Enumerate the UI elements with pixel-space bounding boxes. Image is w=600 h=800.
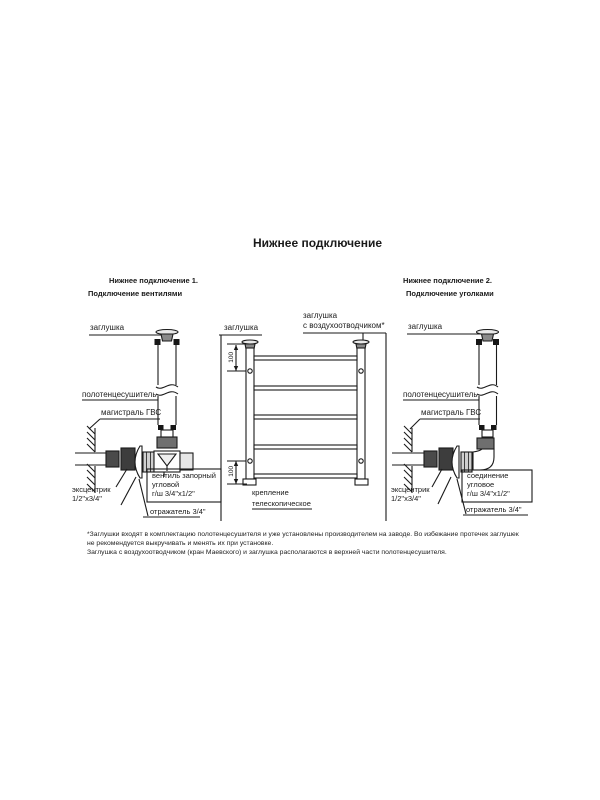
left-heading-2: Подключение вентилями	[88, 289, 183, 298]
footnote-line-2: не рекомендуется выкручивать и менять их при установке.	[87, 540, 274, 547]
right-reflector-label: отражатель 3/4"	[466, 505, 522, 514]
right-main-leader	[410, 419, 420, 429]
right-wall	[404, 426, 412, 493]
left-reflector-disc	[135, 446, 142, 478]
right-eccentric-leader	[438, 477, 451, 504]
left-eccentric-block	[121, 448, 135, 470]
mount-label-1: крепление	[252, 488, 289, 497]
right-joint-label-2: угловое	[467, 480, 495, 489]
right-joint-label-1: соединение	[467, 471, 509, 480]
left-valve-label-3: г/ш 3/4"х1/2"	[152, 489, 195, 498]
rail-rung	[254, 356, 357, 360]
right-heading-2: Подключение уголками	[406, 289, 494, 298]
mounting-circle	[359, 369, 363, 373]
rail-rung	[254, 386, 357, 390]
left-eccentric-label-2: 1/2"х3/4"	[72, 494, 102, 503]
mount-label-2: телескопическое	[252, 499, 311, 508]
footnote-line-3: Заглушка с воздухоотводчиком (кран Маевского) и заглушка располагаются в верхней части полотенцесушителя.	[87, 549, 447, 556]
mounting-circle	[248, 459, 252, 463]
right-eccentric-label-1: эксцентрик	[391, 485, 430, 494]
left-main-leader	[89, 419, 100, 429]
dimension-bottom-label: 100	[227, 465, 235, 477]
right-plug-label: заглушка	[408, 322, 443, 331]
footnote-line-1: *Заглушки входят в комплектацию полотенцесушителя и уже установлены производителем на заводе. Во избежание протечек заглушек	[87, 531, 519, 538]
right-eccentric-block	[439, 448, 453, 470]
left-reflector-label: отражатель 3/4"	[150, 507, 206, 516]
rail-rung	[254, 474, 357, 478]
center-plug-label: заглушка	[224, 323, 259, 332]
left-towel-label: полотенцесушитель	[82, 390, 157, 399]
left-valve-label-1: вентиль запорный	[152, 471, 216, 480]
right-towel-label: полотенцесушитель	[403, 390, 478, 399]
rail-rung	[254, 445, 357, 449]
rail-foot-right	[355, 479, 368, 485]
center-cap	[353, 340, 369, 344]
center-cap	[242, 340, 258, 344]
left-heading-1: Нижнее подключение 1.	[109, 276, 198, 285]
right-eccentric-block	[424, 451, 437, 467]
rail-rung	[254, 415, 357, 419]
right-elbow-fitting	[461, 425, 497, 472]
right-plug-dome	[482, 334, 494, 341]
right-joint-label-3: г/ш 3/4"х1/2"	[467, 489, 510, 498]
left-plug-label: заглушка	[90, 323, 125, 332]
right-main-label: магистраль ГВС	[421, 408, 482, 417]
dimension-top-label: 100	[227, 351, 235, 363]
left-eccentric-label-1: эксцентрик	[72, 485, 111, 494]
left-valve-label-2: угловой	[152, 480, 180, 489]
left-plug-dome	[161, 334, 173, 341]
mounting-circle	[359, 459, 363, 463]
left-wall	[87, 426, 95, 493]
page-title: Нижнее подключение	[253, 236, 383, 250]
center-vent-label-2: с воздухоотводчиком*	[303, 321, 385, 330]
left-eccentric-leader	[116, 469, 127, 487]
right-eccentric-leader	[432, 469, 442, 487]
right-eccentric-label-2: 1/2"х3/4"	[391, 494, 421, 503]
mounting-circle	[248, 369, 252, 373]
left-eccentric-block	[106, 451, 119, 467]
center-vent-label-1: заглушка	[303, 311, 338, 320]
left-eccentric-leader	[121, 477, 136, 505]
right-heading-1: Нижнее подключение 2.	[403, 276, 492, 285]
center-diagram	[219, 333, 386, 521]
left-main-label: магистраль ГВС	[101, 408, 162, 417]
